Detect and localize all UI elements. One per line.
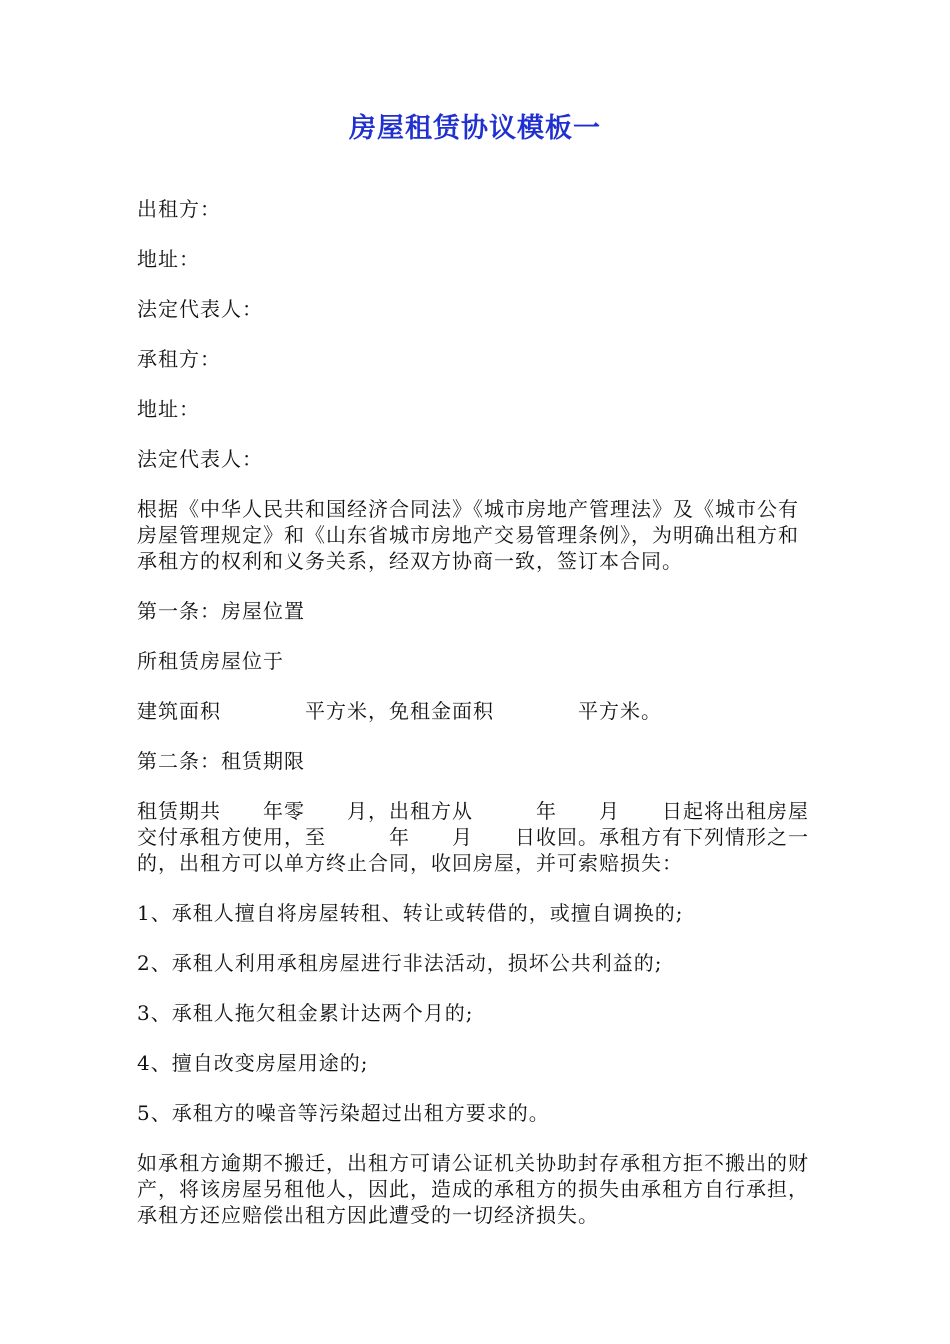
- article-1-heading: 第一条：房屋位置: [137, 599, 305, 623]
- paragraph-term: 租赁期共 年零 月，出租方从 年 月 日起将出租房屋交付承租方使用，至 年 月 日收回。承租方有下列情形之一的，出租方可以单方终止合同，收回房屋，并可索赔损失：: [137, 799, 809, 875]
- list-item-4: 4、擅自改变房屋用途的;: [137, 1051, 369, 1075]
- paragraph-lessor-address: 地址：: [137, 247, 200, 271]
- paragraph-location: 所租赁房屋位于: [137, 649, 284, 673]
- paragraph-lessee: 承租方：: [137, 347, 221, 371]
- list-item-5: 5、承租方的噪音等污染超过出租方要求的。: [137, 1101, 550, 1125]
- paragraph-lessee-address: 地址：: [137, 397, 200, 421]
- paragraph-area: 建筑面积 平方米，免租金面积 平方米。: [137, 699, 662, 723]
- paragraph-overstay: 如承租方逾期不搬迁，出租方可请公证机关协助封存承租方拒不搬出的财产，将该房屋另租他人，因此，造成的承租方的损失由承租方自行承担，承租方还应赔偿出租方因此遭受的一切经济损失。: [137, 1151, 809, 1227]
- article-2-heading: 第二条：租赁期限: [137, 749, 305, 773]
- list-item-1: 1、承租人擅自将房屋转租、转让或转借的，或擅自调换的;: [137, 901, 684, 925]
- paragraph-lessor-representative: 法定代表人：: [137, 297, 263, 321]
- paragraph-lessee-representative: 法定代表人：: [137, 447, 263, 471]
- list-item-3: 3、承租人拖欠租金累计达两个月的;: [137, 1001, 474, 1025]
- document-title: 房屋租赁协议模板一: [349, 113, 601, 144]
- document-body: [137, 196, 817, 1252]
- list-item-2: 2、承租人利用承租房屋进行非法活动，损坏公共利益的;: [137, 951, 663, 975]
- paragraph-lessor: 出租方：: [137, 197, 221, 221]
- paragraph-preamble: 根据《中华人民共和国经济合同法》《城市房地产管理法》及《城市公有房屋管理规定》和《山东省城市房地产交易管理条例》，为明确出租方和承租方的权利和义务关系，经双方协商一致，签订本合同。: [137, 497, 799, 573]
